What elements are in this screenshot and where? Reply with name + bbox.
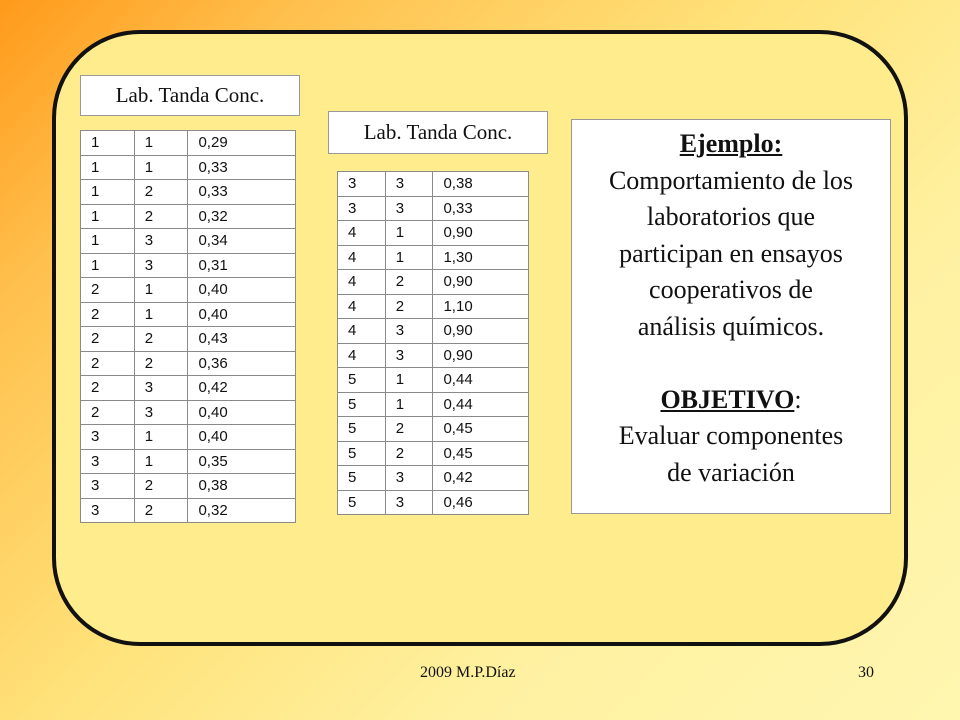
concentration-cell: 0,40 [188,302,296,327]
concentration-cell: 0,38 [188,474,296,499]
lab-cell: 5 [338,466,386,491]
table-row [81,180,296,205]
batch-cell: 2 [385,441,433,466]
table-row [81,278,296,303]
table-row [338,490,529,515]
table-row [338,319,529,344]
concentration-cell: 0,32 [188,204,296,229]
batch-cell: 1 [134,155,188,180]
table-row [338,270,529,295]
lab-cell: 1 [81,180,135,205]
concentration-cell: 0,40 [188,278,296,303]
lab-cell: 4 [338,270,386,295]
concentration-cell: 0,33 [188,180,296,205]
table-row [81,498,296,523]
lab-cell: 2 [81,327,135,352]
concentration-cell: 0,42 [188,376,296,401]
description-line: laboratorios que [646,202,816,231]
concentration-cell: 1,30 [433,245,529,270]
description-line: análisis químicos. [637,311,825,341]
concentration-cell: 0,90 [433,343,529,368]
batch-cell: 1 [385,245,433,270]
lab-cell: 4 [338,245,386,270]
table-row [338,172,529,197]
lab-cell: 1 [81,204,135,229]
table-row [81,253,296,278]
table-row [338,343,529,368]
data-table-right [337,171,529,515]
objective-line: Evaluar componentes [618,421,844,450]
batch-cell: 3 [134,253,188,278]
lab-cell: 5 [338,441,386,466]
lab-cell: 2 [81,376,135,401]
batch-cell: 1 [134,131,188,156]
batch-cell: 2 [385,294,433,319]
lab-cell: 2 [81,351,135,376]
table-row [81,327,296,352]
right-column-label: Lab. Tanda Conc. [328,111,548,154]
batch-cell: 2 [134,327,188,352]
batch-cell: 1 [385,368,433,393]
table-row [81,474,296,499]
lab-cell: 3 [81,498,135,523]
concentration-cell: 0,33 [188,155,296,180]
table-row [81,229,296,254]
example-description-box [571,119,891,514]
table-row [81,131,296,156]
lab-cell: 4 [338,319,386,344]
lab-cell: 3 [81,474,135,499]
table-row [81,400,296,425]
table-row [338,368,529,393]
concentration-cell: 0,31 [188,253,296,278]
data-table-left [80,130,296,523]
concentration-cell: 0,43 [188,327,296,352]
concentration-cell: 0,29 [188,131,296,156]
concentration-cell: 0,34 [188,229,296,254]
lab-cell: 1 [81,229,135,254]
lab-cell: 3 [338,172,386,197]
lab-cell: 2 [81,278,135,303]
table-row [81,302,296,327]
table-row [338,466,529,491]
table-row [81,425,296,450]
concentration-cell: 0,46 [433,490,529,515]
batch-cell: 3 [385,343,433,368]
table-row [81,449,296,474]
description-line: participan en ensayos [619,238,843,268]
table-row [338,441,529,466]
lab-cell: 4 [338,221,386,246]
batch-cell: 1 [134,302,188,327]
objective-heading-line [572,382,890,419]
batch-cell: 2 [385,270,433,295]
spacer [572,345,890,382]
concentration-cell: 0,38 [433,172,529,197]
table-row [81,351,296,376]
table-row [338,294,529,319]
concentration-cell: 0,44 [433,368,529,393]
lab-cell: 2 [81,400,135,425]
batch-cell: 3 [134,376,188,401]
concentration-cell: 0,40 [188,425,296,450]
objective-heading: OBJETIVO [660,384,795,414]
concentration-cell: 0,33 [433,196,529,221]
batch-cell: 3 [385,196,433,221]
table-row [81,155,296,180]
batch-cell: 2 [134,474,188,499]
table-row [81,376,296,401]
concentration-cell: 0,40 [188,400,296,425]
slide-number: 30 [858,664,874,681]
concentration-cell: 0,36 [188,351,296,376]
batch-cell: 1 [385,221,433,246]
lab-cell: 2 [81,302,135,327]
concentration-cell: 0,42 [433,466,529,491]
lab-cell: 5 [338,392,386,417]
concentration-cell: 0,90 [433,221,529,246]
description-line: cooperativos de [649,275,813,304]
concentration-cell: 0,90 [433,319,529,344]
batch-cell: 1 [385,392,433,417]
objective-colon: : [794,384,802,414]
batch-cell: 2 [385,417,433,442]
batch-cell: 2 [134,498,188,523]
concentration-cell: 0,32 [188,498,296,523]
lab-cell: 1 [81,155,135,180]
batch-cell: 1 [134,449,188,474]
batch-cell: 3 [134,229,188,254]
batch-cell: 1 [134,425,188,450]
table-row [338,417,529,442]
lab-cell: 1 [81,253,135,278]
lab-cell: 4 [338,294,386,319]
batch-cell: 3 [385,490,433,515]
table-row [81,204,296,229]
lab-cell: 4 [338,343,386,368]
concentration-cell: 0,35 [188,449,296,474]
batch-cell: 2 [134,204,188,229]
lab-cell: 3 [81,449,135,474]
table-row [338,392,529,417]
example-heading: Ejemplo: [679,129,783,158]
batch-cell: 3 [134,400,188,425]
concentration-cell: 1,10 [433,294,529,319]
table-row [338,196,529,221]
batch-cell: 1 [134,278,188,303]
description-line: Comportamiento de los [608,165,854,195]
batch-cell: 3 [385,172,433,197]
lab-cell: 3 [81,425,135,450]
objective-line: de variación [667,457,795,487]
lab-cell: 5 [338,368,386,393]
left-column-label: Lab. Tanda Conc. [80,75,300,116]
concentration-cell: 0,45 [433,417,529,442]
batch-cell: 3 [385,319,433,344]
lab-cell: 1 [81,131,135,156]
concentration-cell: 0,44 [433,392,529,417]
batch-cell: 2 [134,351,188,376]
table-row [338,245,529,270]
footer-author: 2009 M.P.Díaz [420,664,516,681]
table-row [338,221,529,246]
batch-cell: 2 [134,180,188,205]
lab-cell: 5 [338,417,386,442]
batch-cell: 3 [385,466,433,491]
concentration-cell: 0,45 [433,441,529,466]
concentration-cell: 0,90 [433,270,529,295]
lab-cell: 3 [338,196,386,221]
lab-cell: 5 [338,490,386,515]
